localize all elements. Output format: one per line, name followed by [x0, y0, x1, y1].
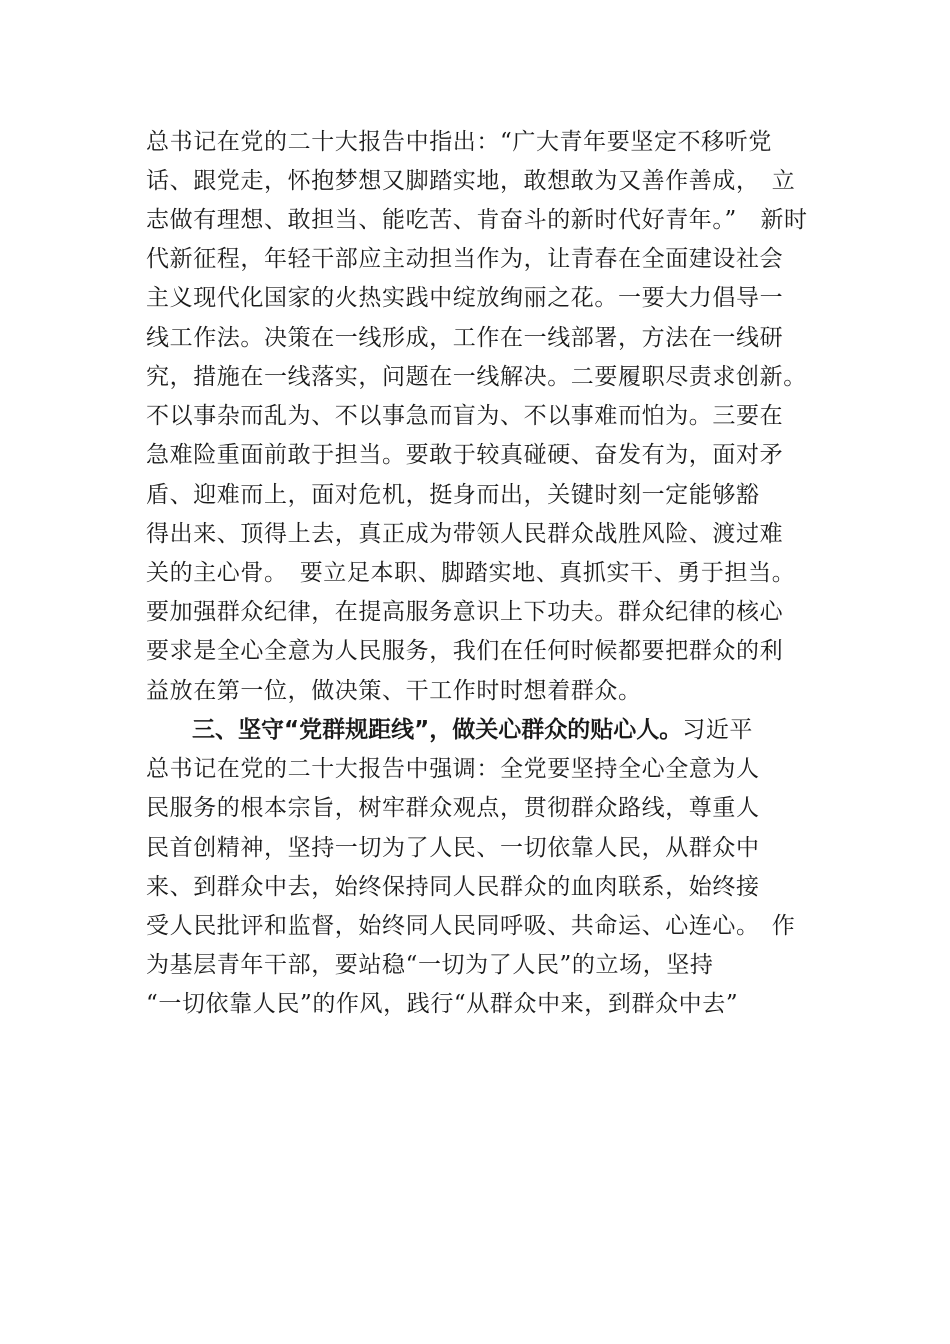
- section-heading-bold: 三、坚守“党群规距线”，做关心群众的贴心人。: [192, 717, 683, 743]
- body-line: 总书记在党的二十大报告中强调：全党要坚持全心全意为人: [146, 756, 760, 782]
- body-line: 关的主心骨。 要立足本职、脚踏实地、真抓实干、勇于担当。: [146, 560, 796, 586]
- body-line: 要加强群众纪律，在提高服务意识上下功夫。群众纪律的核心: [146, 599, 784, 625]
- body-line: 总书记在党的二十大报告中指出：“广大青年要坚定不移听党: [146, 129, 772, 155]
- body-line: 来、到群众中去，始终保持同人民群众的血肉联系，始终接: [146, 874, 760, 900]
- section-heading-tail: 习近平: [682, 717, 754, 743]
- body-line: 民首创精神，坚持一切为了人民、一切依靠人民，从群众中: [146, 835, 760, 861]
- body-line: 线工作法。决策在一线形成，工作在一线部署，方法在一线研: [146, 325, 784, 351]
- body-line: 代新征程，年轻干部应主动担当作为，让青春在全面建设社会: [146, 246, 784, 272]
- body-line: 究，措施在一线落实，问题在一线解决。二要履职尽责求创新。: [146, 364, 807, 390]
- body-line: 盾、迎难而上，面对危机，挺身而出，关键时刻一定能够豁: [146, 482, 760, 508]
- body-line: 主义现代化国家的火热实践中绽放绚丽之花。一要大力倡导一: [146, 285, 784, 311]
- body-line: 志做有理想、敢担当、能吃苦、肯奋斗的新时代好青年。” 新时: [146, 207, 808, 233]
- body-line: “一切依靠人民”的作风，践行“从群众中来，到群众中去”: [146, 991, 739, 1017]
- body-line: 话、跟党走，怀抱梦想又脚踏实地，敢想敢为又善作善成， 立: [146, 168, 796, 194]
- body-line: 益放在第一位，做决策、干工作时时想着群众。: [146, 678, 642, 704]
- body-line: 不以事杂而乱为、不以事急而盲为、不以事难而怕为。三要在: [146, 403, 784, 429]
- body-line: 急难险重面前敢于担当。要敢于较真碰硬、奋发有为，面对矛: [146, 442, 784, 468]
- body-line: 要求是全心全意为人民服务，我们在任何时候都要把群众的利: [146, 638, 784, 664]
- body-line: 为基层青年干部，要站稳“一切为了人民”的立场，坚持: [146, 952, 714, 978]
- body-line: 得出来、顶得上去，真正成为带领人民群众战胜风险、渡过难: [146, 521, 784, 547]
- section-heading: [192, 716, 753, 744]
- body-line: 民服务的根本宗旨，树牢群众观点，贯彻群众路线，尊重人: [146, 795, 760, 821]
- body-line: 受人民批评和监督，始终同人民同呼吸、共命运、心连心。 作: [146, 913, 796, 939]
